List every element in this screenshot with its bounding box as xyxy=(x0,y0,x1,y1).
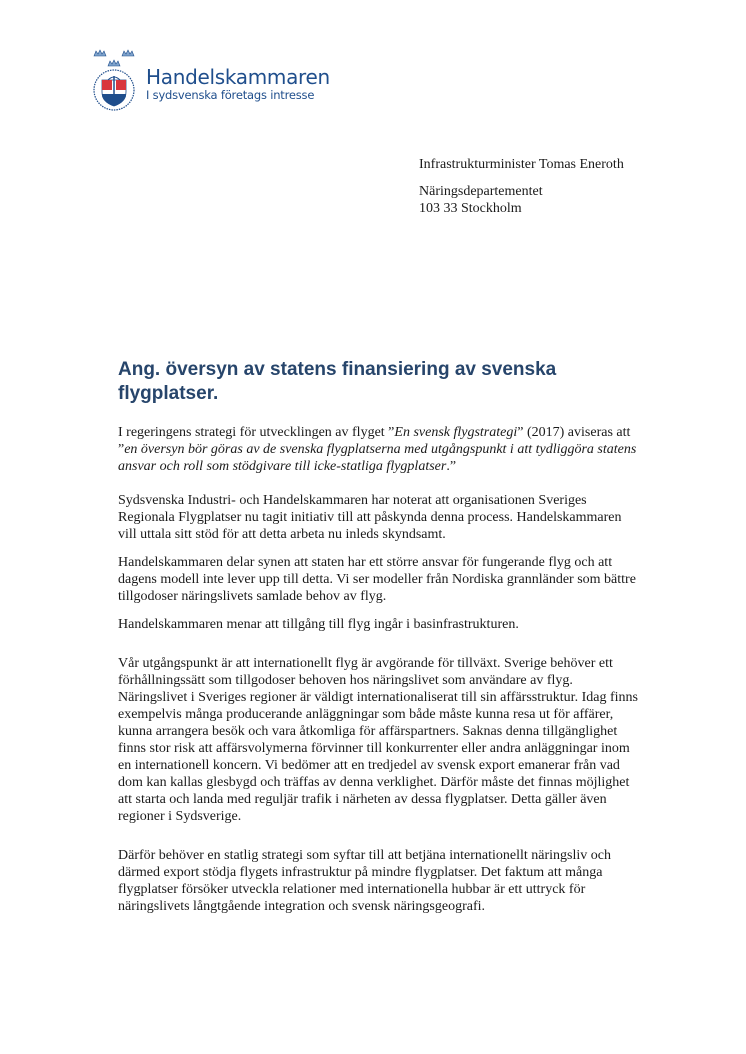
strategy-quote: en översyn bör göras av de svenska flygplatserna med utgångspunkt i att tydliggöra statens ansvar och roll som stödgivare till icke-statliga flygplatser xyxy=(118,442,637,474)
paragraph-initiative: Sydsvenska Industri- och Handelskammaren har noterat att organisationen Sveriges Regionala Flygplatser nu tagit initiativ till att påskynda denna process. Handelskammaren vill uttala sitt stöd för att detta arbeta nu inleds skyndsamt. xyxy=(118,493,622,542)
handelskammaren-emblem-icon xyxy=(88,46,140,116)
letterhead-logo xyxy=(88,46,330,116)
strategy-name: En svensk flygstrategi xyxy=(394,425,518,440)
paragraph-basic-infrastructure: Handelskammaren menar att tillgång till flyg ingår i basinfrastrukturen. xyxy=(118,617,519,632)
letter-title: Ang. översyn av statens finansiering av svenska flygplatser. xyxy=(118,358,557,404)
recipient-address xyxy=(419,156,624,217)
paragraph-after-name: ” (2017) aviseras att ” xyxy=(118,425,631,457)
paragraph-state-responsibility: Handelskammaren delar synen att staten har ett större ansvar för fungerande flyg och att dagens modell inte lever upp till detta. Vi ser modeller från Nordiska grannländer som bättre tillgodoser näringslivets samlade behov av flyg. xyxy=(118,555,636,604)
paragraph-international-flights: Vår utgångspunkt är att internationellt flyg är avgörande för tillväxt. Sverige behöver ett förhållningssätt som tillgodoser behoven hos näringslivet som användare av flyg. Näringslivet i Sveriges regioner är väldigt internationaliserat till sin affärsstruktur. Idag finns exempelvis många producerande anläggningar som både måste kunna resa ut för affärer, kunna arrangera besök och vara åtkomliga för affärspartners. Saknas denna tillgänglighet finns stor risk att affärsvolymerna förvinner till konkurrenter eller andra anläggningar inom en internationell koncern. Vi bedömer att en tredjedel av svensk export emanerar från vad dom kan kallas glesbygd och träffas av denna verklighet. Därför måste det finnas möjlighet att starta och landa med reguljär trafik i närheten av dessa flygplatser. Detta gäller även regioner i Sydsverige. xyxy=(118,656,638,824)
recipient-name: Infrastrukturminister Tomas Eneroth xyxy=(419,157,624,172)
paragraph-intro: I regeringens strategi för utvecklingen av flyget ” xyxy=(118,425,395,440)
organization-name: Handelskammaren xyxy=(146,65,330,89)
quote-end: .” xyxy=(446,459,457,474)
paragraph-state-strategy: Därför behöver en statlig strategi som syftar till att betjäna internationellt näringsliv och därmed export stödja flygets infrastruktur på mindre flygplatser. Det faktum att många flygplatser försöker utveckla relationer med internationella hubbar är ett uttryck för näringslivets långtgående integration och svensk näringsgeografi. xyxy=(118,848,611,914)
paragraph-strategy-quote xyxy=(118,424,638,475)
organization-tagline: I sydsvenska företags intresse xyxy=(146,88,315,102)
letter-body xyxy=(118,424,638,915)
recipient-postal-address: 103 33 Stockholm xyxy=(419,201,522,216)
recipient-department: Näringsdepartementet xyxy=(419,184,543,199)
